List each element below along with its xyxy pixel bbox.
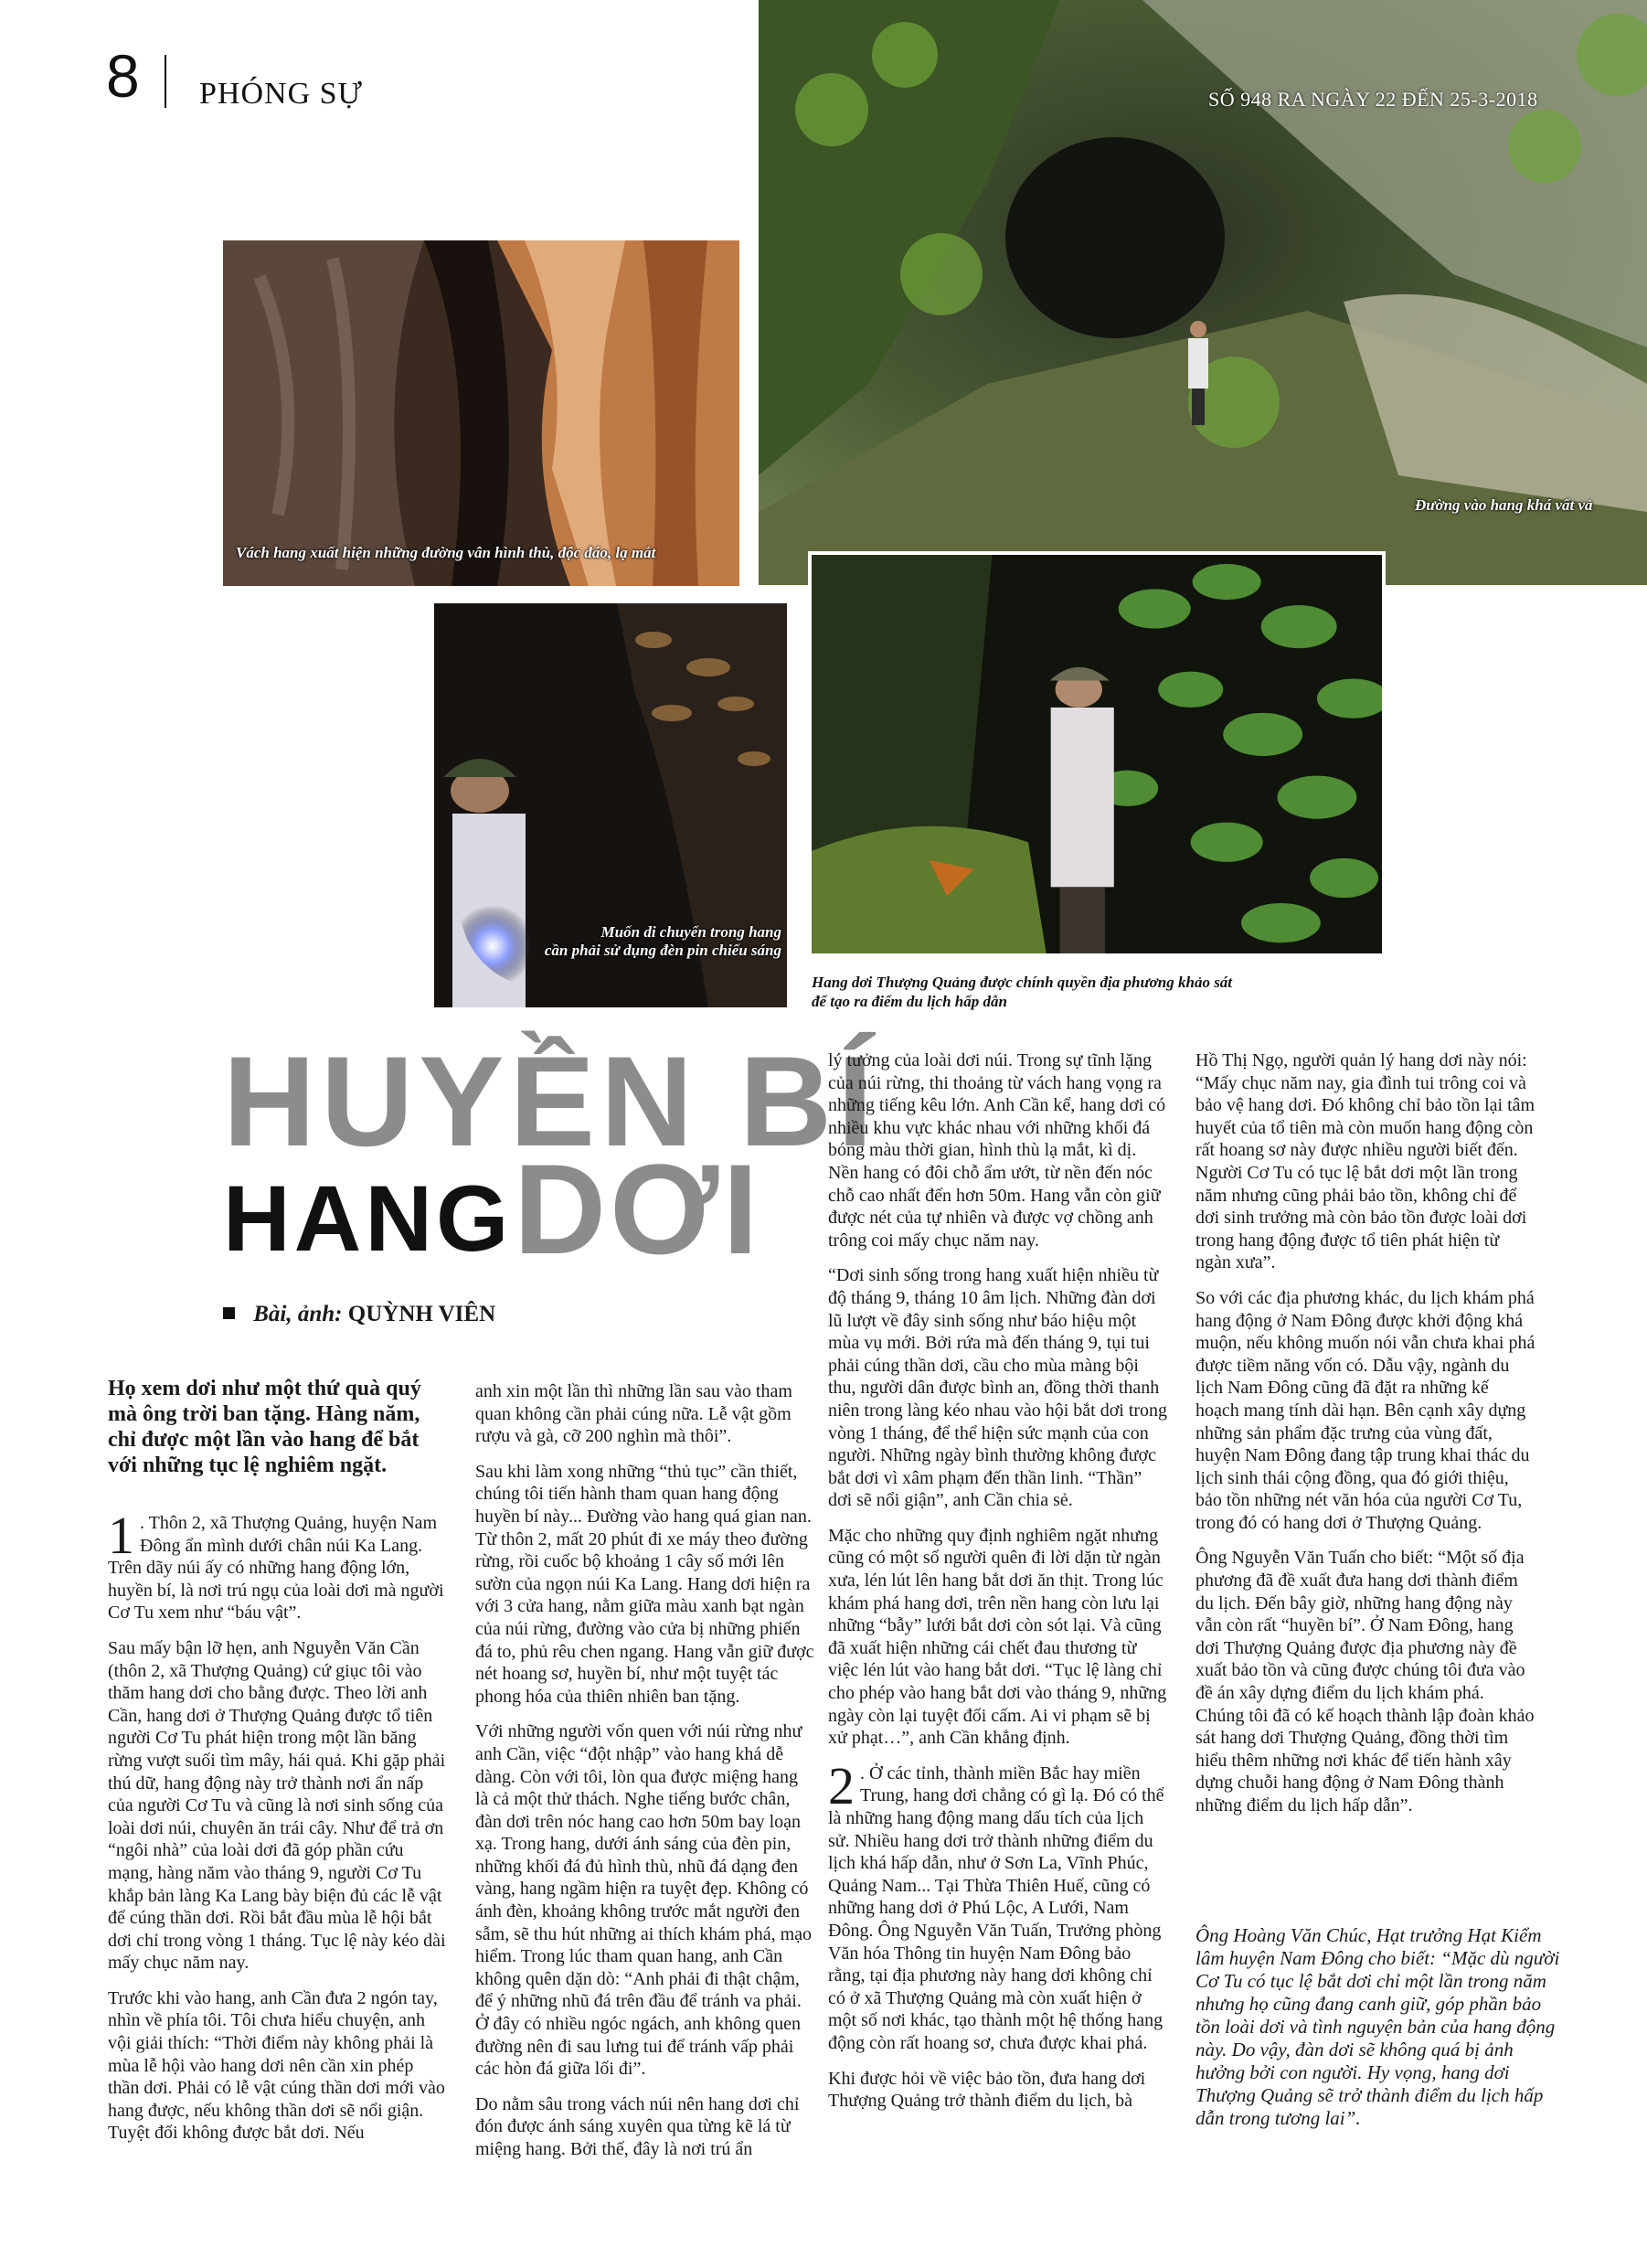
caption-survey-line2: để tạo ra điểm du lịch hấp dẫn (812, 993, 1007, 1011)
col4-paragraph-2: So với các địa phương khác, du lịch khám phá hang động ở Nam Đông được khởi động khá muộn, nếu không muốn nói vẫn chưa khai phá được tiềm năng vốn có. Dẫu vậy, ngành du lịch Nam Đông cũng đã đặt ra những kế hoạch mang tính dài hạn. Bên cạnh xây dựng những sản phẩm đặc trưng của vùng đất, huyện Nam Đông đang tập trung khai thác du lịch sinh thái cộng đồng, qua đó giới thiệu, bảo tồn những nét văn hóa của người Cơ Tu, trong đó có hang dơi ở Thượng Quảng. (1195, 1287, 1535, 1533)
byline-author: QUỲNH VIÊN (347, 1302, 496, 1326)
caption-flashlight-line1: Muốn di chuyển trong hang (600, 923, 781, 941)
byline-square (223, 1307, 235, 1319)
col3-paragraph-4: 2 . Ở các tỉnh, thành miền Bắc hay miền Trung, hang dơi chẳng có gì lạ. Đó có thể là những hang động mang dấu tích của lịch sử. Nhiều hang dơi trở thành những điểm du lịch khá hấp dẫn, như ở Sơn La, Vĩnh Phúc, Quảng Nam... Tại Thừa Thiên Huế, cũng có những hang dơi ở Phú Lộc, A Lưới, Nam Đông. Ông Nguyễn Văn Tuấn, Trưởng phòng Văn hóa Thông tin huyện Nam Đông bảo rằng, tại địa phương này hang dơi không chỉ có ở xã Thượng Quảng mà còn xuất hiện ở một số nơi khác, tạo thành một hệ thống hang động còn rất hoang sơ, chưa được khai phá. (828, 1755, 1164, 2053)
col3-paragraph-3: Mặc cho những quy định nghiêm ngặt nhưng cũng có một số người quên đi lời dặn từ ngàn xưa, lén lút lên hang bắt dơi ăn thịt. Trong lúc khám phá hang dơi, trên nền hang còn lưu lại những “bẫy” lưới bắt dơi còn sót lại. Và cũng đã xuất hiện những cái chết đau thương từ việc lén lút vào hang bắt dơi. “Tục lệ làng chỉ cho phép vào hang bắt dơi vào tháng 9, những ngày còn lại tuyệt đối cấm. Ai vi phạm sẽ bị xử phạt…”, anh Cần khẳng định. (828, 1525, 1167, 1749)
caption-survey (812, 973, 1232, 1012)
photo-cave-wall (223, 240, 739, 586)
col3-paragraph-2: “Dơi sinh sống trong hang xuất hiện nhiều từ độ tháng 9, tháng 10 âm lịch. Những đàn dơi lũ lượt về đây sinh sống như báo hiệu một mùa vụ mới. Bởi rứa mà đến tháng 9, tụi tui phải cúng thần dơi, cầu cho mùa màng bội thu, người dân được bình an, đồng thời thanh niên trong làng kéo nhau vào hội bắt dơi trong vòng 1 tháng, để thể hiện sức mạnh của con người. Những ngày bình thường không được bắt dơi vì xâm phạm đến thần linh. “Thần” dơi sẽ nổi giận”, anh Cần chia sẻ. (828, 1265, 1168, 1511)
col1-paragraph-3: Trước khi vào hang, anh Cần đưa 2 ngón tay, nhìn về phía tôi. Tôi chưa hiểu chuyện, anh vội giải thích: “Thời điểm này không phải là mùa lễ hội vào hang dơi nên cần xin phép thần dơi. Phải có lễ vật cúng thần dơi mới vào hang được, nếu không thần dơi sẽ nổi giận. Tuyệt đối không được bắt dơi. Nếu (108, 1987, 445, 2144)
col2-paragraph-4: Do nằm sâu trong vách núi nên hang dơi chỉ đón được ánh sáng xuyên qua từng kẽ lá từ miệng hang. Bởi thế, đây là nơi trú ẩn (475, 2093, 800, 2159)
header-divider (165, 55, 166, 108)
caption-flashlight (516, 923, 781, 961)
photo-survey (808, 551, 1386, 957)
col2-paragraph-2: Sau khi làm xong những “thủ tục” cần thiết, chúng tôi tiến hành tham quan hang động huyền bí này... Đường vào hang quá gian nan. Từ thôn 2, mất 20 phút đi xe máy theo đường rừng, rồi cuốc bộ khoảng 1 cây số mới lên sườn của ngọn núi Ka Lang. Hang dơi hiện ra với 3 cửa hang, nằm giữa màu xanh bạt ngàn của núi rừng, đường vào cửa bị những phiến đá to, phủ rêu chen ngang. Hang vẫn giữ được nét hoang sơ, huyền bí, như một tuyệt tác phong hóa của thiên nhiên ban tặng. (475, 1461, 814, 1707)
issue-date: SỐ 948 RA NGÀY 22 ĐẾN 25-3-2018 (1208, 88, 1538, 111)
title-line1: HUYỀN BÍ (223, 1029, 878, 1173)
caption-cave-wall: Vách hang xuất hiện những đường vân hình thù, độc đáo, lạ mắt (236, 544, 656, 561)
lead-paragraph: Họ xem dơi như một thứ quà quý mà ông trời ban tặng. Hàng năm, chỉ được một lần vào hang để bắt với những tục lệ nghiêm ngặt. (108, 1377, 421, 1477)
article-column-2 (475, 1380, 815, 2174)
article-column-4 (1195, 1049, 1535, 1830)
title-line2-doi: DƠI (514, 1137, 762, 1281)
section-label: PHÓNG SỰ (199, 77, 363, 111)
drop-cap-2: 2 (828, 1755, 855, 1815)
title-line2-hang: HANG (223, 1166, 513, 1271)
col3-paragraph-1: lý tưởng của loài dơi núi. Trong sự tĩnh lặng của núi rừng, thi thoảng từ vách hang vọng ra những tiếng kêu lớn. Anh Cần kể, hang dơi có nhiều khu vực khác nhau với những khối đá bóng màu thời gian, hình thù lạ mắt, kì dị. Nền hang có đôi chỗ ẩm ướt, từ nền đến nóc chỗ cao nhất đến hơn 50m. Hang vẫn còn giữ được nét của tự nhiên và được vợ chồng anh trông coi mấy chục năm nay. (828, 1050, 1166, 1251)
col1-paragraph-2: Sau mấy bận lỡ hẹn, anh Nguyễn Văn Cần (thôn 2, xã Thượng Quảng) cứ giục tôi vào thăm hang dơi cho bằng được. Theo lời anh Cần, hang dơi ở Thượng Quảng được tổ tiên người Cơ Tu phát hiện trong một lần băng rừng vượt suối tìm mây, hái quả. Khi gặp phải thú dữ, hang động này trở thành nơi ẩn nấp của người Cơ Tu và cũng là nơi sinh sống của loài dơi núi, chuyên ăn trái cây. Như để trả ơn “ngôi nhà” của loài dơi đã góp phần cứu mạng, hàng năm vào tháng 9, người Cơ Tu khắp bản làng Ka Lang bày biện đủ các lễ vật để cúng thần dơi. Rồi bắt đầu mùa lễ hội bắt dơi chỉ trong vòng 1 tháng. Tục lệ này kéo dài mấy chục năm nay. (108, 1637, 446, 1974)
article-column-1 (108, 1506, 448, 2157)
caption-path: Đường vào hang khá vất vả (1415, 496, 1593, 514)
byline (223, 1302, 495, 1327)
page-number: 8 (106, 42, 140, 110)
col1-paragraph-1: 1 . Thôn 2, xã Thượng Quảng, huyện Nam Đông ẩn mình dưới chân núi Ka Lang. Trên dãy núi ấy có những hang động lớn, huyền bí, là nơi trú ngụ của loài dơi mà người Cơ Tu xem như “báu vật”. (108, 1506, 444, 1624)
col3-paragraph-5: Khi được hỏi về việc bảo tồn, đưa hang dơi Thượng Quảng trở thành điểm du lịch, bà (828, 2068, 1146, 2112)
caption-survey-line1: Hang dơi Thượng Quảng được chính quyền địa phương khảo sát (812, 974, 1233, 991)
pull-quote: Ông Hoàng Văn Chúc, Hạt trưởng Hạt Kiểm lâm huyện Nam Đông cho biết: “Mặc dù người Cơ Tu có tục lệ bắt dơi chỉ một lần trong năm nhưng họ cũng đang canh giữ, góp phần bảo tồn loài dơi và tình nguyện bản của hang động này. Do vậy, đàn dơi sẽ không quá bị ảnh hưởng bởi con người. Hy vọng, hang dơi Thượng Quảng sẽ trở thành điểm du lịch hấp dẫn trong tương lai”. (1195, 1924, 1560, 2129)
col4-paragraph-1: Hồ Thị Ngọ, người quản lý hang dơi này nói: “Mấy chục năm nay, gia đình tui trông coi và bảo vệ hang dơi. Đó không chỉ bảo tồn lại tâm huyết của tổ tiên mà còn muốn hang động còn rất hoang sơ này được nhiều người biết đến. Người Cơ Tu có tục lệ bắt dơi một lần trong năm nhưng cũng phải bảo tồn, không chỉ để dơi sinh trưởng mà còn bảo tồn được loài dơi trong hang động được tổ tiên phát hiện từ ngàn xưa”. (1195, 1050, 1535, 1273)
caption-flashlight-line2: cần phải sử dụng đèn pin chiếu sáng (544, 942, 781, 960)
drop-cap-1: 1 (108, 1506, 134, 1565)
col4-paragraph-3: Ông Nguyễn Văn Tuấn cho biết: “Một số địa phương đã đề xuất đưa hang dơi thành điểm du lịch. Đến bây giờ, những hang động này vẫn còn rất “huyền bí”. Ở Nam Đông, hang dơi Thượng Quảng được địa phương này đề xuất bảo tồn và cũng được chúng tôi đưa vào đề án xây dựng điểm du lịch khám phá. Chúng tôi đã có kế hoạch thành lập đoàn khảo sát hang dơi Thượng Quảng, đồng thời tìm hiểu thêm những nơi khác để tiến hành xây dựng chuỗi hang động ở Nam Đông thành những điểm du lịch hấp dẫn”. (1195, 1548, 1535, 1815)
col2-paragraph-1: anh xin một lần thì những lần sau vào tham quan không cần phải cúng nữa. Lễ vật gồm rượu và gà, cỡ 200 nghìn mà thôi”. (475, 1381, 792, 1447)
col2-paragraph-3: Với những người vốn quen với núi rừng như anh Cần, việc “đột nhập” vào hang khá dễ dàng. Còn với tôi, lòn qua được miệng hang là cả một thử thách. Nghe tiếng bước chân, đàn dơi trên nóc hang cao hơn 50m bay loạn xạ. Trong hang, dưới ánh sáng của đèn pin, những khối đá đủ hình thù, nhũ đá dạng đen vàng, hang ngầm hiện ra tuyệt đẹp. Không có ánh đèn, khoảng không trước mắt người đen sẫm, sẽ thu hút những ai thích khám phá, mạo hiểm. Trong lúc tham quan hang, anh Cần không quên dặn dò: “Anh phải đi thật chậm, để ý những nhũ đá trên đầu để tránh va phải. Ở đây có nhiều ngóc ngách, anh không quen đường nên đi sau lưng tui để tránh vấp phải các hòn đá giữa lối đi”. (475, 1721, 812, 2080)
byline-prefix: Bài, ảnh: (253, 1302, 343, 1326)
article-column-3 (828, 1049, 1168, 2125)
